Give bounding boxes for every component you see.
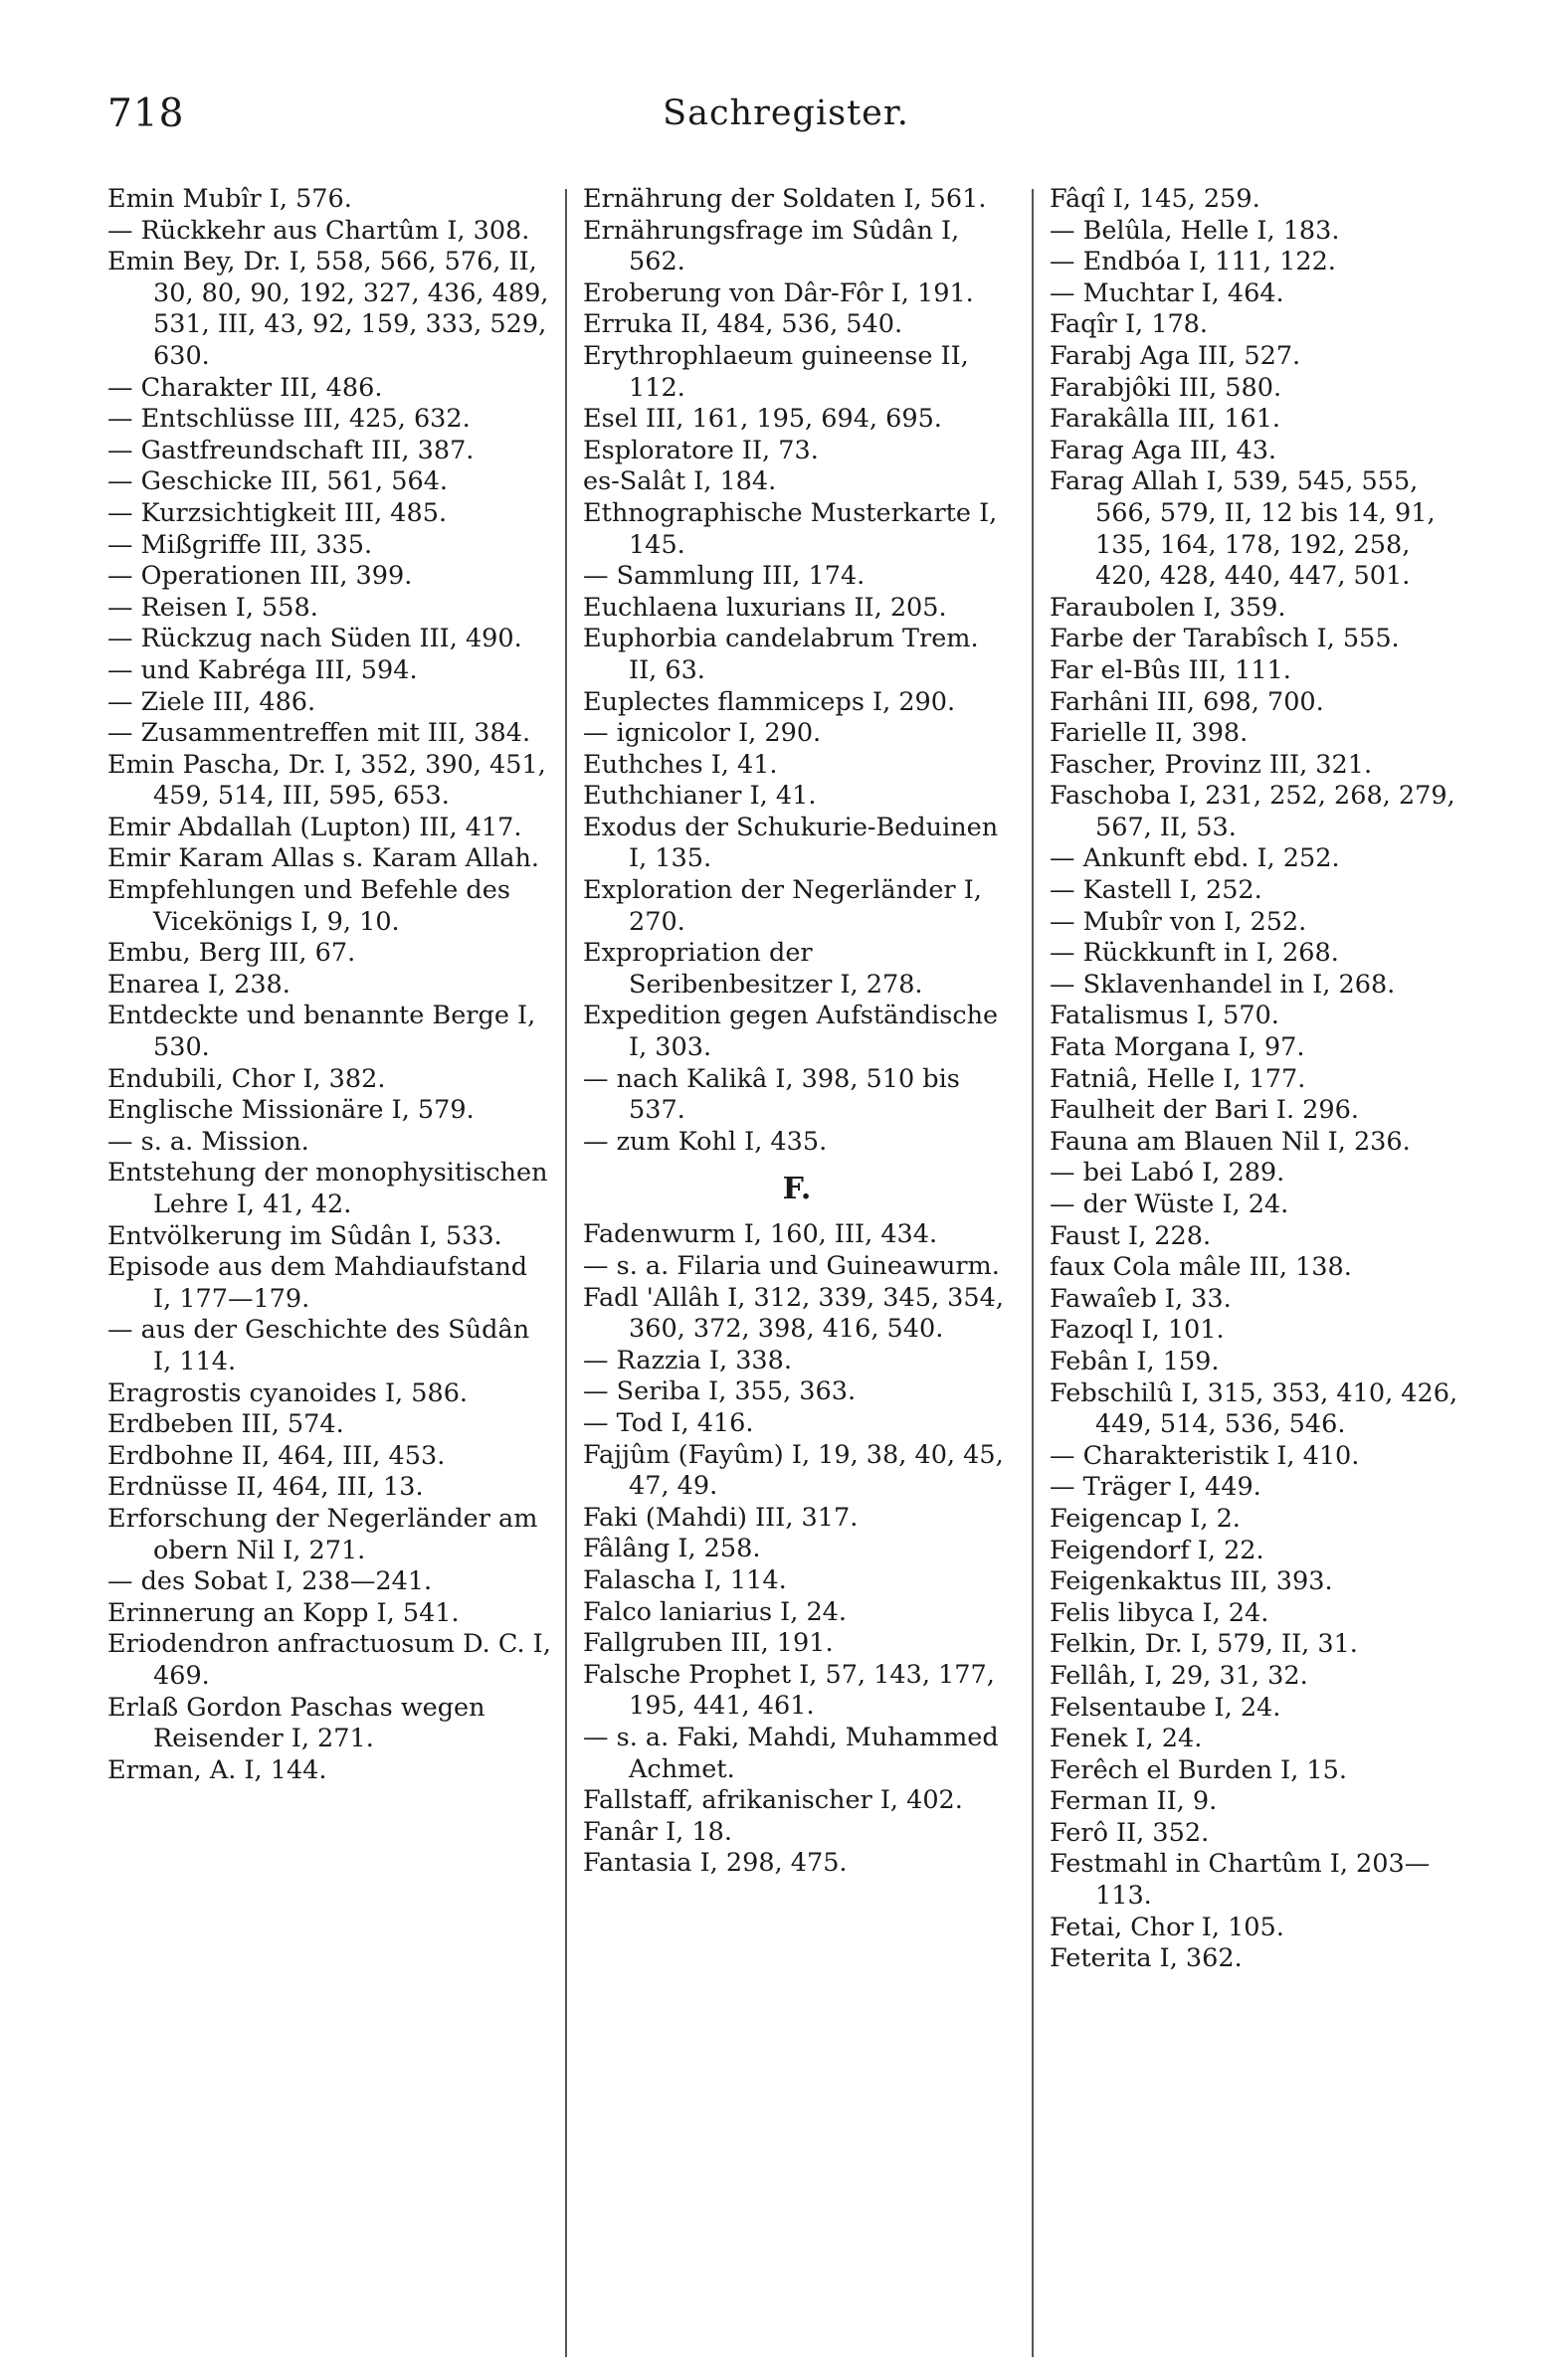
index-entry: — Seriba I, 355, 363. [583, 1376, 857, 1407]
index-entry: Falascha I, 114. [583, 1564, 787, 1595]
index-column-3 [1050, 184, 1469, 1975]
index-entry: Fata Morgana I, 97. [1050, 1032, 1305, 1063]
index-entry: Feigendorf I, 22. [1050, 1535, 1264, 1565]
index-entry: — s. a. Faki, Mahdi, Muhammed Achmet. [583, 1722, 999, 1784]
index-column-2 [583, 184, 1011, 1880]
index-entry: Ferman II, 9. [1050, 1786, 1218, 1817]
index-entry: Emir Abdallah (Lupton) III, 417. [107, 812, 522, 842]
index-entry: Farielle II, 398. [1050, 718, 1249, 749]
index-entry: Erman, A. I, 144. [107, 1754, 327, 1785]
index-entry: Festmahl in Chartûm I, 203—113. [1050, 1849, 1431, 1912]
page-header [99, 92, 1472, 141]
index-entry: Entvölkerung im Sûdân I, 533. [107, 1220, 502, 1251]
index-entry: es-Salât I, 184. [583, 466, 777, 497]
index-entry: Erlaß Gordon Paschas wegen Reisender I, 271. [107, 1692, 485, 1754]
index-entry: Fâlâng I, 258. [583, 1534, 761, 1564]
index-entry: Eragrostis cyanoides I, 586. [107, 1377, 469, 1408]
index-entry: — Kastell I, 252. [1050, 875, 1262, 906]
index-entry: — nach Kalikâ I, 398, 510 bis 537. [583, 1063, 960, 1126]
index-entry: — und Kabréga III, 594. [107, 654, 418, 685]
index-entry: — Charakteristik I, 410. [1050, 1440, 1360, 1471]
index-entry: Fadenwurm I, 160, III, 434. [583, 1219, 938, 1250]
index-entry: Fatniâ, Helle I, 177. [1050, 1063, 1306, 1094]
index-entry: — Gastfreundschaft III, 387. [107, 435, 475, 465]
index-entry: — Rückkehr aus Chartûm I, 308. [107, 215, 530, 246]
index-entry: — der Wüste I, 24. [1050, 1190, 1289, 1219]
index-entry: Fazoql I, 101. [1050, 1315, 1225, 1346]
index-entry: Falco laniarius I, 24. [583, 1596, 847, 1627]
index-entry: Emir Karam Allas s. Karam Allah. [107, 843, 539, 874]
index-entry: — Geschicke III, 561, 564. [107, 466, 449, 497]
index-entry: Faki (Mahdi) III, 317. [583, 1502, 859, 1533]
index-entry: Exploration der Negerländer I, 270. [583, 875, 982, 937]
index-entry: — Ziele III, 486. [107, 686, 316, 717]
index-entry: Farabjôki III, 580. [1050, 372, 1282, 403]
index-entry: Fauna am Blauen Nil I, 236. [1050, 1126, 1411, 1157]
section-letter: F. [782, 1172, 812, 1207]
index-entry: Fetai, Chor I, 105. [1050, 1912, 1284, 1942]
index-entry: Erinnerung an Kopp I, 541. [107, 1597, 460, 1628]
index-entry: Euthches I, 41. [583, 749, 778, 780]
index-entry: Euplectes flammiceps I, 290. [583, 686, 956, 717]
index-entry: — s. a. Mission. [107, 1126, 309, 1157]
page-number: 718 [107, 92, 185, 136]
index-entry: Febân I, 159. [1050, 1346, 1220, 1376]
index-entry: — Rückzug nach Süden III, 490. [107, 624, 522, 654]
index-entry: Entdeckte und benannte Berge I, 530. [107, 1001, 536, 1063]
index-entry: Farakâlla III, 161. [1050, 404, 1281, 435]
index-entry: Ethnographische Musterkarte I, 145. [583, 497, 998, 560]
index-entry: — Sklavenhandel in I, 268. [1050, 969, 1396, 1000]
index-entry: — Kurzsichtigkeit III, 485. [107, 497, 448, 528]
index-entry: — Träger I, 449. [1050, 1472, 1261, 1503]
index-entry: — s. a. Filaria und Guineawurm. [583, 1251, 1000, 1281]
index-entry: Expropriation der Seribenbesitzer I, 278. [583, 938, 923, 1000]
index-entry: Enarea I, 238. [107, 969, 290, 1000]
index-entry: Falsche Prophet I, 57, 143, 177, 195, 441, 461. [583, 1659, 995, 1722]
index-entry: — zum Kohl I, 435. [583, 1126, 828, 1157]
index-entry: Esploratore II, 73. [583, 435, 819, 465]
index-entry: Fadl 'Allâh I, 312, 339, 345, 354, 360, 372, 398, 416, 540. [583, 1282, 1004, 1345]
index-entry: Erdbeben III, 574. [107, 1409, 344, 1440]
index-column-1 [107, 184, 551, 1786]
index-entry: Farag Aga III, 43. [1050, 435, 1277, 465]
index-entry: Felkin, Dr. I, 579, II, 31. [1050, 1629, 1358, 1660]
index-entry: Felsentaube I, 24. [1050, 1692, 1281, 1723]
index-entry: Erforschung der Negerländer am obern Nil I, 271. [107, 1503, 538, 1565]
index-entry: Endubili, Chor I, 382. [107, 1063, 386, 1094]
index-entry: — Belûla, Helle I, 183. [1050, 215, 1340, 246]
index-entry: Eroberung von Dâr-Fôr I, 191. [583, 277, 974, 308]
index-entry: Felis libyca I, 24. [1050, 1597, 1269, 1628]
index-entry: — Rückkunft in I, 268. [1050, 938, 1339, 969]
index-entry: Euthchianer I, 41. [583, 781, 817, 812]
index-entry: Faust I, 228. [1050, 1220, 1212, 1251]
column-divider [1032, 189, 1034, 2357]
index-entry: Fawaîeb I, 33. [1050, 1283, 1232, 1314]
column-divider [565, 189, 567, 2357]
index-entry: Englische Missionäre I, 579. [107, 1095, 475, 1126]
index-entry: Eriodendron anfractuosum D. C. I, 469. [107, 1629, 551, 1691]
index-entry: Erythrophlaeum guineense II, 112. [583, 340, 969, 403]
index-entry: Emin Mubîr I, 576. [107, 184, 352, 214]
index-entry: Febschilû I, 315, 353, 410, 426, 449, 514, 536, 546. [1050, 1377, 1458, 1440]
index-entry: faux Cola mâle III, 138. [1050, 1252, 1352, 1283]
index-entry: — Operationen III, 399. [107, 561, 413, 592]
index-entry: Faulheit der Bari I. 296. [1050, 1095, 1359, 1126]
index-entry: Fellâh, I, 29, 31, 32. [1050, 1660, 1308, 1691]
index-entry: Ernährung der Soldaten I, 561. [583, 184, 987, 214]
index-entry: Fallstaff, afrikanischer I, 402. [583, 1785, 963, 1816]
index-entry: Esel III, 161, 195, 694, 695. [583, 404, 942, 435]
index-entry: Faraubolen I, 359. [1050, 592, 1286, 623]
index-entry: — des Sobat I, 238—241. [107, 1566, 433, 1597]
index-entry: Episode aus dem Mahdiaufstand I, 177—179. [107, 1252, 528, 1314]
index-entry: Feterita I, 362. [1050, 1943, 1243, 1974]
index-entry: Fanâr I, 18. [583, 1816, 732, 1847]
index-entry: Exodus der Schukurie-Beduinen I, 135. [583, 812, 999, 874]
index-entry: — Sammlung III, 174. [583, 561, 866, 592]
index-entry: Emin Pascha, Dr. I, 352, 390, 451, 459, 514, III, 595, 653. [107, 749, 546, 812]
index-entry: Embu, Berg III, 67. [107, 938, 356, 969]
index-entry: Feigencap I, 2. [1050, 1503, 1241, 1534]
index-entry: Fâqî I, 145, 259. [1050, 184, 1260, 214]
index-entry: Farhâni III, 698, 700. [1050, 686, 1324, 717]
index-entry: Farabj Aga III, 527. [1050, 340, 1301, 371]
index-entry: — Charakter III, 486. [107, 372, 383, 403]
index-entry: Emin Bey, Dr. I, 558, 566, 576, II, 30, 80, 90, 192, 327, 436, 489, 531, III, 43, 92, 159, 333, 529, 630. [107, 247, 549, 371]
index-entry: Entstehung der monophysitischen Lehre I, 41, 42. [107, 1158, 548, 1219]
index-entry: — aus der Geschichte des Sûdân I, 114. [107, 1315, 530, 1376]
index-entry: — ignicolor I, 290. [583, 718, 822, 749]
index-entry: — Endbóa I, 111, 122. [1050, 247, 1336, 277]
index-entry: Fenek I, 24. [1050, 1724, 1203, 1754]
index-entry: Feigenkaktus III, 393. [1050, 1566, 1333, 1597]
index-entry: Faqîr I, 178. [1050, 309, 1209, 340]
index-entry: Empfehlungen und Befehle des Vicekönigs I, 9, 10. [107, 875, 510, 937]
index-entry: Faschoba I, 231, 252, 268, 279, 567, II, 53. [1050, 781, 1455, 842]
index-entry: Far el-Bûs III, 111. [1050, 654, 1291, 685]
index-entry: Ferêch el Burden I, 15. [1050, 1754, 1347, 1785]
index-entry: — Reisen I, 558. [107, 592, 318, 623]
index-entry: — Entschlüsse III, 425, 632. [107, 404, 471, 435]
index-entry: — Tod I, 416. [583, 1407, 754, 1438]
index-entry: Ferô II, 352. [1050, 1817, 1210, 1848]
index-entry: — Ankunft ebd. I, 252. [1050, 843, 1340, 874]
index-entry: — bei Labó I, 289. [1050, 1158, 1285, 1189]
index-entry: Farag Allah I, 539, 545, 555, 566, 579, II, 12 bis 14, 91, 135, 164, 178, 192, 258, 420, 428, 440, 447, 501. [1050, 466, 1436, 592]
index-entry: Expedition gegen Aufständische I, 303. [583, 1001, 999, 1063]
running-title: Sachregister. [663, 93, 909, 133]
index-entry: Fajjûm (Fayûm) I, 19, 38, 40, 45, 47, 49. [583, 1439, 1004, 1502]
index-entry: Erdbohne II, 464, III, 453. [107, 1440, 446, 1471]
index-entry: Erdnüsse II, 464, III, 13. [107, 1472, 424, 1503]
index-entry: — Mubîr von I, 252. [1050, 906, 1307, 937]
index-entry: Fatalismus I, 570. [1050, 1001, 1279, 1031]
index-entry: Euchlaena luxurians II, 205. [583, 592, 947, 623]
index-entry: — Razzia I, 338. [583, 1345, 792, 1375]
index-entry: Farbe der Tarabîsch I, 555. [1050, 624, 1400, 654]
index-entry: Fantasia I, 298, 475. [583, 1848, 848, 1879]
index-entry: Euphorbia candelabrum Trem. II, 63. [583, 624, 979, 685]
index-entry: Erruka II, 484, 536, 540. [583, 309, 903, 340]
index-entry: Fascher, Provinz III, 321. [1050, 749, 1373, 780]
index-entry: — Zusammentreffen mit III, 384. [107, 718, 531, 749]
index-entry: — Mißgriffe III, 335. [107, 529, 373, 560]
index-entry: — Muchtar I, 464. [1050, 277, 1284, 308]
index-entry: Ernährungsfrage im Sûdân I, 562. [583, 215, 960, 277]
index-entry: Fallgruben III, 191. [583, 1628, 834, 1659]
